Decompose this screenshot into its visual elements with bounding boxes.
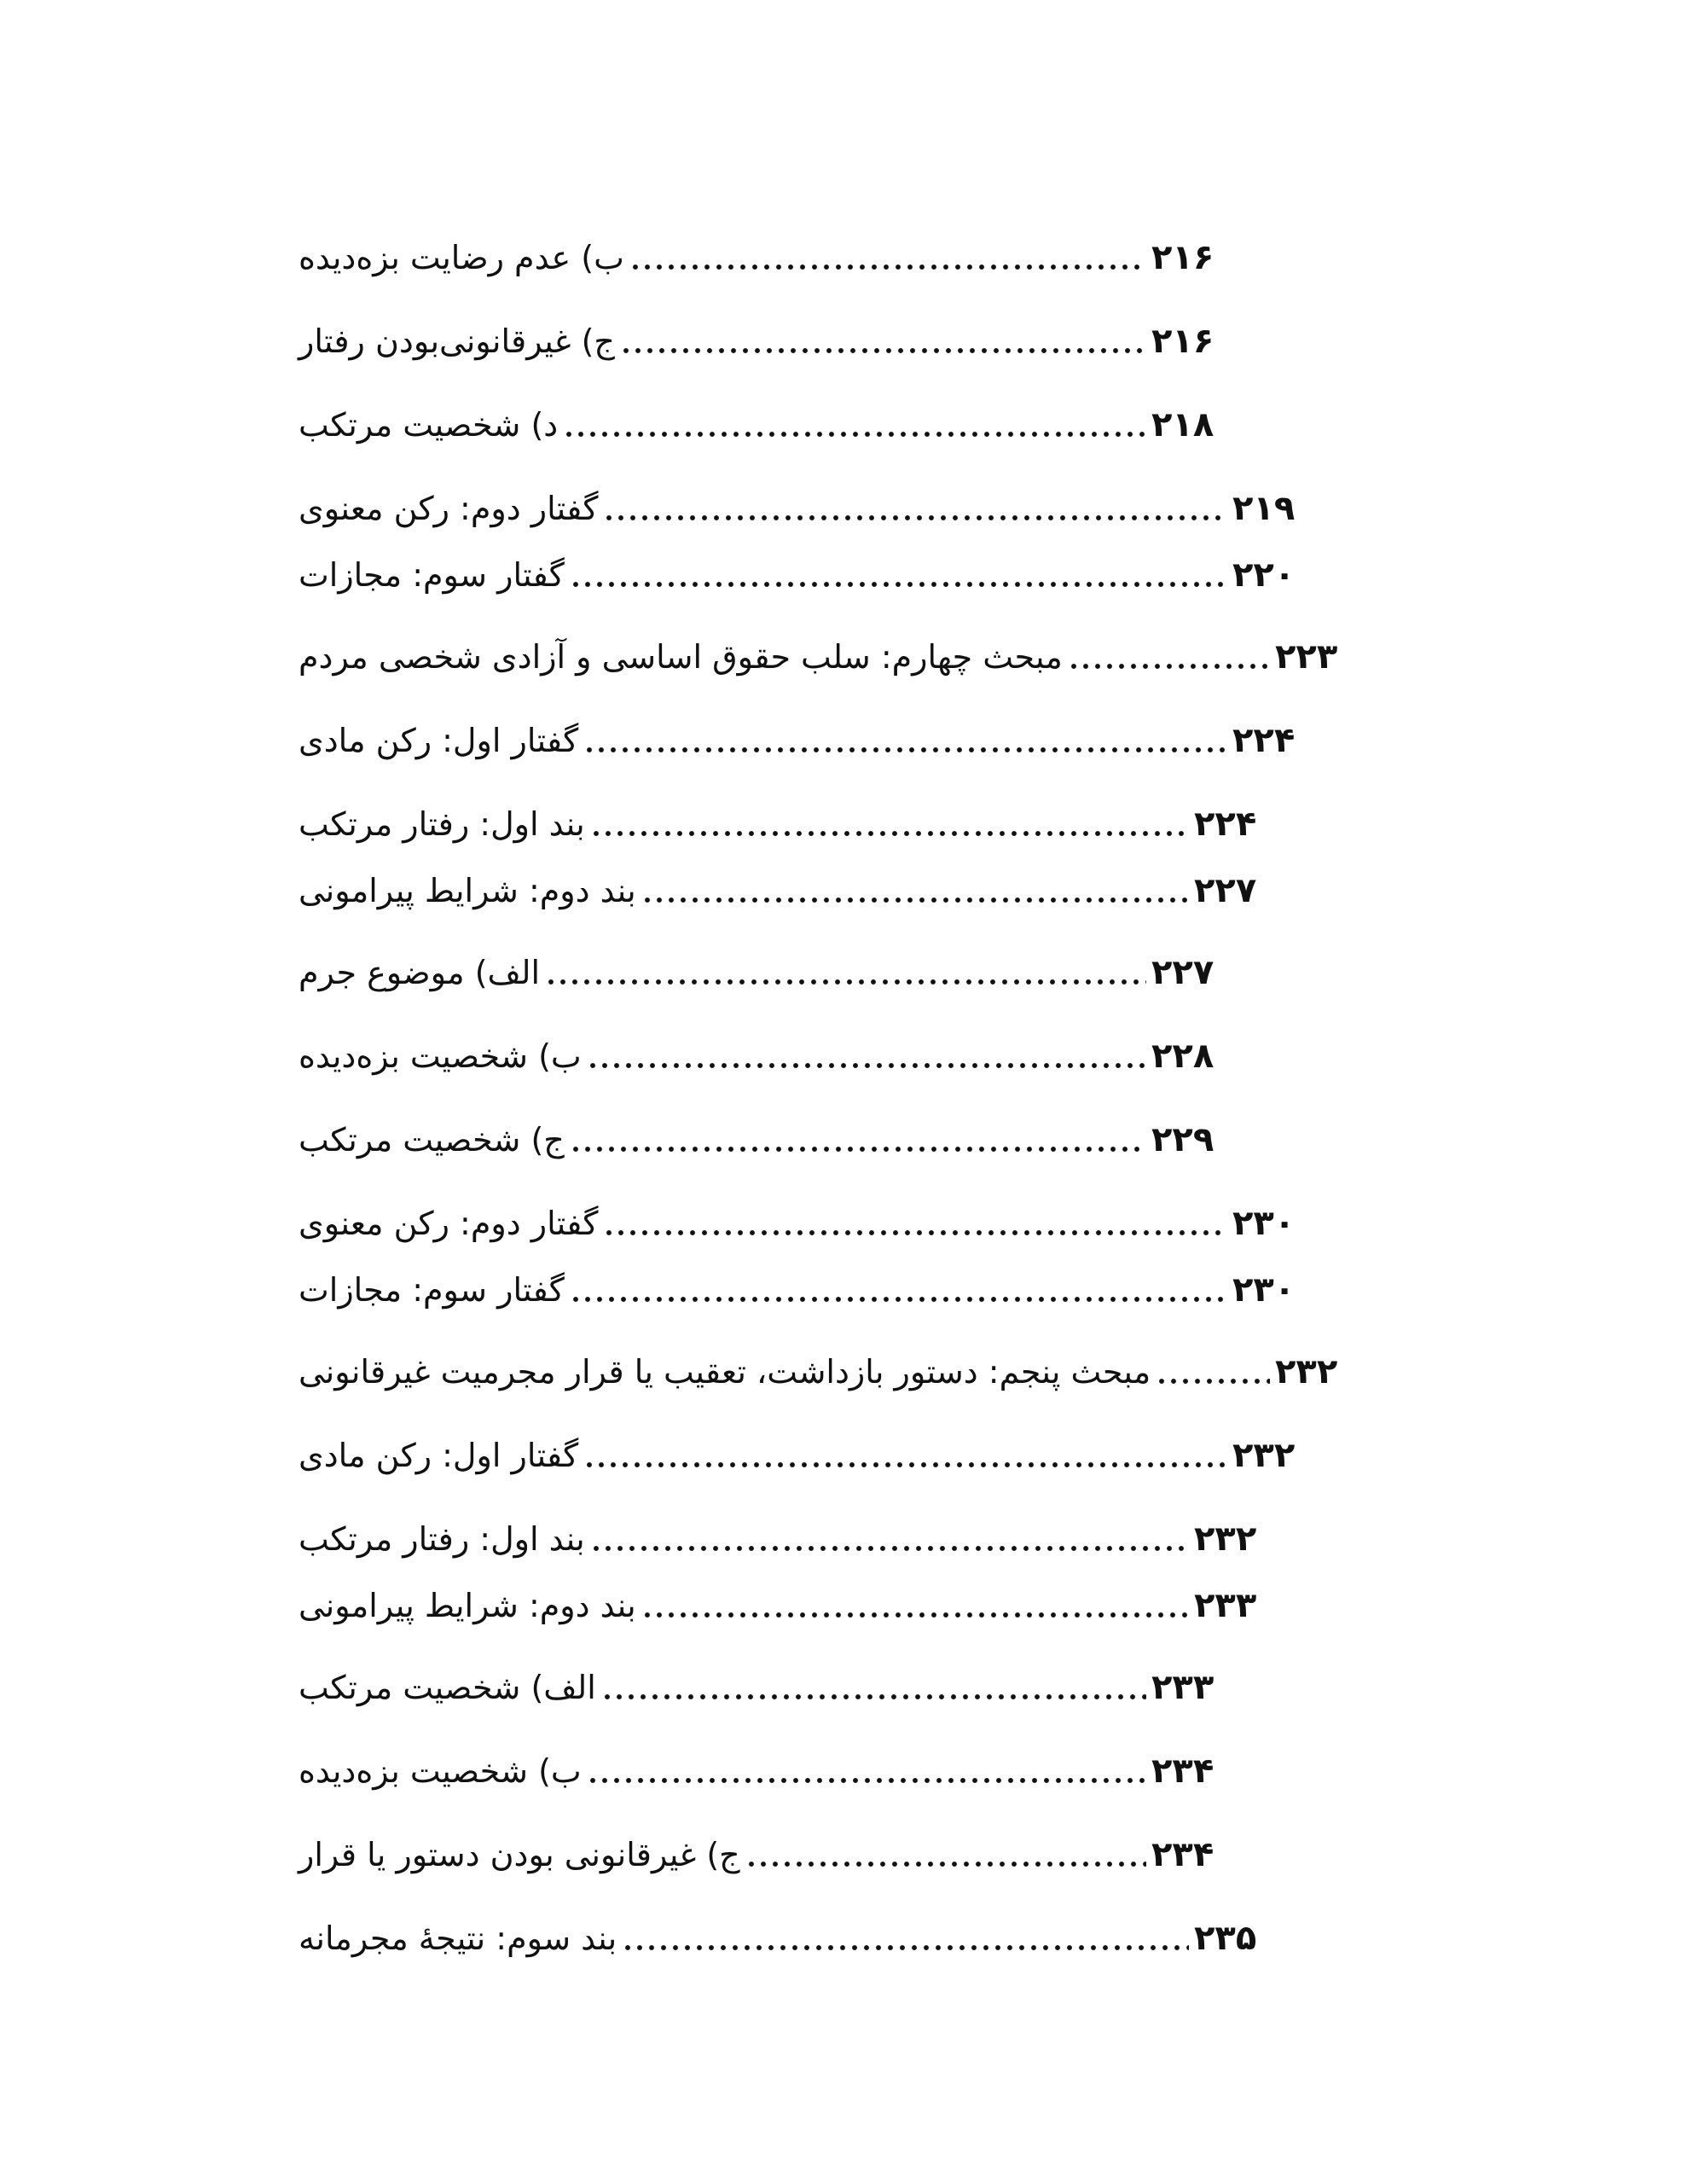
toc-dot-leader <box>641 1611 1189 1619</box>
toc-dot-leader <box>583 1461 1227 1469</box>
toc-entry <box>299 865 1262 916</box>
toc-entry <box>299 399 1220 450</box>
toc-page-number: ۲۲۴ <box>1194 804 1257 844</box>
toc-dot-leader <box>641 896 1189 904</box>
toc-entry-title: بند دوم: شرایط پیرامونی <box>299 1587 636 1624</box>
toc-entry-title: گفتار دوم: رکن معنوی <box>299 1205 599 1242</box>
toc-entry-title: الف) موضوع جرم <box>299 954 540 991</box>
toc-dot-leader <box>601 1693 1146 1701</box>
toc-page-number: ۲۱۹ <box>1232 489 1296 528</box>
toc-entry <box>299 549 1301 601</box>
toc-entry-title: بند دوم: شرایط پیرامونی <box>299 872 636 909</box>
toc-dot-leader <box>590 829 1189 838</box>
toc-page-number: ۲۱۶ <box>1151 238 1215 277</box>
toc-entry-title: مبحث پنجم: دستور بازداشت، تعقیب یا قرار مجرمیت غیرقانونی <box>299 1353 1151 1391</box>
toc-page-number: ۲۱۸ <box>1151 405 1215 444</box>
toc-entry <box>299 1662 1220 1713</box>
toc-entry-title: مبحث چهارم: سلب حقوق اساسی و آزادی شخصی مردم <box>299 638 1063 676</box>
toc-page-number: ۲۲۳ <box>1275 637 1338 677</box>
toc-page-number: ۲۲۴ <box>1232 721 1296 760</box>
toc-page-number: ۲۲۷ <box>1194 871 1257 910</box>
toc-entry-title: گفتار سوم: مجازات <box>299 556 565 594</box>
toc-entry <box>299 1580 1262 1631</box>
toc-dot-leader <box>620 346 1146 355</box>
toc-entry-title: ب) شخصیت بزه‌دیده <box>299 1037 582 1075</box>
toc-entry <box>299 232 1220 283</box>
toc-entry <box>299 1745 1220 1797</box>
toc-dot-leader <box>563 430 1146 439</box>
toc-entry <box>299 1913 1262 1964</box>
toc-dot-leader <box>587 1776 1146 1785</box>
toc-entry-title: بند اول: رفتار مرتکب <box>299 1520 585 1558</box>
toc-dot-leader <box>1068 662 1270 671</box>
toc-dot-leader <box>1156 1377 1270 1385</box>
toc-entry <box>299 316 1220 367</box>
toc-page-number: ۲۳۳ <box>1194 1586 1257 1625</box>
toc-entry-title: گفتار سوم: مجازات <box>299 1271 565 1309</box>
toc-dot-leader <box>545 978 1146 986</box>
toc-entry-title: بند سوم: نتیجهٔ مجرمانه <box>299 1920 617 1957</box>
toc-dot-leader <box>570 1295 1227 1304</box>
toc-entry-title: گفتار اول: رکن مادی <box>299 722 579 759</box>
toc-entry <box>299 947 1220 998</box>
toc-dot-leader <box>622 1943 1189 1952</box>
toc-entry <box>299 715 1301 766</box>
toc-dot-leader <box>583 746 1227 754</box>
toc-page-number: ۲۳۲ <box>1232 1436 1296 1475</box>
toc-dot-leader <box>570 580 1227 589</box>
toc-page-number: ۲۳۳ <box>1151 1668 1215 1707</box>
toc-entry <box>299 1198 1301 1249</box>
toc-page-number: ۲۲۰ <box>1232 555 1296 595</box>
toc-entry <box>299 1031 1220 1082</box>
toc-dot-leader <box>570 1145 1146 1153</box>
toc-entry <box>299 1513 1262 1565</box>
toc-entry-title: ب) شخصیت بزه‌دیده <box>299 1752 582 1790</box>
toc-entry-title: گفتار اول: رکن مادی <box>299 1437 579 1474</box>
toc-entry-title: الف) شخصیت مرتکب <box>299 1669 596 1706</box>
toc-entry <box>299 1430 1301 1481</box>
toc-page-number: ۲۲۸ <box>1151 1037 1215 1076</box>
toc-dot-leader <box>745 1860 1146 1868</box>
toc-page-number: ۲۳۴ <box>1151 1835 1215 1874</box>
toc-page-number: ۲۳۵ <box>1194 1919 1257 1958</box>
toc-entry-title: ب) عدم رضایت بزه‌دیده <box>299 239 624 276</box>
toc-entry <box>299 631 1343 682</box>
toc-entry-title: ج) غیرقانونی بودن دستور یا قرار <box>299 1836 740 1873</box>
toc-page-number: ۲۱۶ <box>1151 322 1215 361</box>
toc-entry-title: د) شخصیت مرتکب <box>299 406 559 444</box>
toc-entry-title: گفتار دوم: رکن معنوی <box>299 490 599 527</box>
toc-entry <box>299 1264 1301 1316</box>
toc-page-number: ۲۲۹ <box>1151 1120 1215 1159</box>
toc-entry <box>299 799 1262 850</box>
toc-page-number: ۲۳۰ <box>1232 1204 1296 1243</box>
toc-page-number: ۲۳۲ <box>1275 1352 1338 1391</box>
toc-entry-title: ج) غیرقانونی‌بودن رفتار <box>299 322 615 360</box>
toc-entry-title: ج) شخصیت مرتکب <box>299 1121 565 1159</box>
toc-entry <box>299 483 1301 534</box>
toc-dot-leader <box>603 1228 1227 1237</box>
toc-dot-leader <box>603 514 1227 522</box>
toc-page-number: ۲۳۲ <box>1194 1519 1257 1559</box>
toc-page-number: ۲۲۷ <box>1151 953 1215 992</box>
toc-dot-leader <box>590 1544 1189 1553</box>
toc-entry <box>299 1829 1220 1880</box>
toc-dot-leader <box>629 263 1146 271</box>
toc-page-number: ۲۳۴ <box>1151 1751 1215 1791</box>
toc-page-number: ۲۳۰ <box>1232 1270 1296 1310</box>
toc-dot-leader <box>587 1061 1146 1070</box>
toc-entry <box>299 1114 1220 1165</box>
toc-entry-title: بند اول: رفتار مرتکب <box>299 805 585 843</box>
toc-entry <box>299 1346 1343 1397</box>
